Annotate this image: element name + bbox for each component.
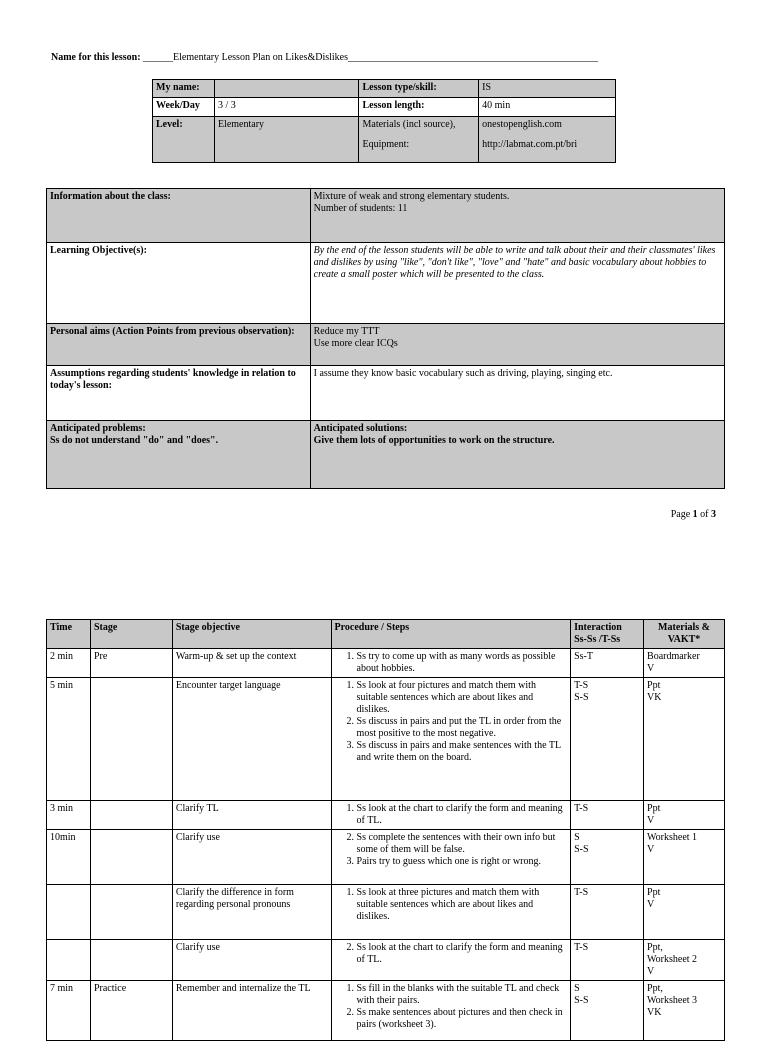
row-time: 10min <box>47 830 91 885</box>
row-interaction <box>571 981 644 1041</box>
steps-list <box>335 803 568 827</box>
class-info-value-2: Number of students: 11 <box>313 203 408 214</box>
personal-aims-label: Personal aims (Action Points from previous observation): <box>47 324 311 366</box>
row-materials-line: Boardmarker <box>647 651 700 662</box>
page-total: 3 <box>711 509 716 520</box>
step-item: 2. Ss complete the sentences with their own info but some of them will be false. <box>357 832 568 856</box>
row-steps <box>331 885 571 940</box>
row-materials-line: Ppt <box>647 887 661 898</box>
procedure-row <box>47 649 725 678</box>
procedure-row <box>47 678 725 801</box>
header-interaction <box>571 620 644 649</box>
row-materials-line: Worksheet 2 <box>647 954 698 965</box>
row-interaction-line: S <box>574 983 580 994</box>
my-name-value <box>214 80 359 98</box>
header-materials-2: VAKT* <box>667 634 701 645</box>
row-interaction-line: S <box>574 832 580 843</box>
header-interaction-2: Ss-Ss /T-Ss <box>574 634 621 645</box>
materials-label-cell <box>359 117 479 163</box>
step-item: 1. Ss look at the chart to clarify the form and meaning of TL. <box>357 803 568 827</box>
row-materials <box>644 649 725 678</box>
header-interaction-1: Interaction <box>574 622 622 633</box>
assumptions-value: I assume they know basic vocabulary such as driving, playing, singing etc. <box>310 366 724 421</box>
steps-list <box>335 651 568 675</box>
row-materials-line: Worksheet 3 <box>647 995 698 1006</box>
procedure-header-row <box>47 620 725 649</box>
row-materials-line: Ppt, <box>647 983 663 994</box>
objective-label: Learning Objective(s): <box>47 243 311 324</box>
row-objective: Clarify the difference in form regarding personal pronouns <box>172 885 331 940</box>
page-current: 1 <box>692 509 698 520</box>
procedure-row <box>47 885 725 940</box>
row-stage <box>90 940 172 981</box>
row-materials-line: V <box>647 815 655 826</box>
steps-list <box>335 942 568 966</box>
row-time <box>47 940 91 981</box>
personal-aims-value <box>310 324 724 366</box>
row-steps <box>331 649 571 678</box>
lesson-length-value: 40 min <box>479 98 616 117</box>
procedure-row <box>47 940 725 981</box>
row-interaction-line: T-S <box>574 942 589 953</box>
row-interaction-line: S-S <box>574 844 589 855</box>
row-objective: Clarify use <box>172 830 331 885</box>
row-stage: Practice <box>90 981 172 1041</box>
header-time: Time <box>47 620 91 649</box>
step-item: 1. Ss look at four pictures and match them with suitable sentences which are about likes and dislikes. <box>357 680 568 716</box>
procedure-row <box>47 981 725 1041</box>
row-materials-line: V <box>647 663 655 674</box>
materials-value-2: http://labmat.com.pt/bri <box>482 139 578 150</box>
row-steps <box>331 981 571 1041</box>
row-objective: Clarify TL <box>172 801 331 830</box>
row-interaction <box>571 885 644 940</box>
header-objective: Stage objective <box>172 620 331 649</box>
row-materials <box>644 981 725 1041</box>
row-materials-line: Ppt <box>647 803 661 814</box>
row-interaction <box>571 940 644 981</box>
row-materials-line: VK <box>647 1007 662 1018</box>
personal-aims-value-2: Use more clear ICQs <box>313 338 398 349</box>
step-item: 2. Ss discuss in pairs and put the TL in order from the most positive to the most negative. <box>357 716 568 740</box>
row-steps <box>331 940 571 981</box>
lesson-type-value: IS <box>479 80 616 98</box>
row-materials <box>644 940 725 981</box>
objective-value: By the end of the lesson students will be able to write and talk about their and their classmates' likes and dislikes by using "like", "don't like", "love" and "hate" and basic vocabulary about hobbies to create a small poster which will be presented to the class. <box>310 243 724 324</box>
header-materials-1: Materials & <box>658 622 710 633</box>
equipment-label: Equipment: <box>362 139 410 150</box>
row-objective: Clarify use <box>172 940 331 981</box>
row-materials-line: Ppt <box>647 680 661 691</box>
class-info-label: Information about the class: <box>47 189 311 243</box>
materials-value-1: onestopenglish.com <box>482 119 562 130</box>
header-procedure: Procedure / Steps <box>331 620 571 649</box>
header-materials <box>644 620 725 649</box>
row-materials <box>644 801 725 830</box>
solutions-label: Anticipated solutions: <box>313 423 408 434</box>
row-interaction-line: T-S <box>574 887 589 898</box>
page-prefix: Page <box>670 509 693 520</box>
row-materials-line: V <box>647 899 655 910</box>
row-materials <box>644 830 725 885</box>
row-interaction-line: T-S <box>574 803 589 814</box>
class-info-value <box>310 189 724 243</box>
level-value: Elementary <box>214 117 359 163</box>
row-interaction-line: T-S <box>574 680 589 691</box>
assumptions-label: Assumptions regarding students' knowledge in relation to today's lesson: <box>47 366 311 421</box>
step-item: 3. Pairs try to guess which one is right or wrong. <box>357 856 568 868</box>
steps-list <box>335 680 568 764</box>
step-item: 1. Ss try to come up with as many words as possible about hobbies. <box>357 651 568 675</box>
procedure-row <box>47 801 725 830</box>
materials-label: Materials (incl source), <box>362 119 456 130</box>
row-steps <box>331 678 571 801</box>
row-time <box>47 885 91 940</box>
row-interaction-line: Ss-T <box>574 651 593 662</box>
week-day-value: 3 / 3 <box>214 98 359 117</box>
row-interaction <box>571 801 644 830</box>
row-interaction-line: S-S <box>574 995 589 1006</box>
lesson-name-value: ______Elementary Lesson Plan on Likes&Dislikes__________________________________________________ <box>143 52 599 63</box>
lesson-length-label: Lesson length: <box>359 98 479 117</box>
lesson-type-label: Lesson type/skill: <box>359 80 479 98</box>
procedure-table <box>46 619 725 1041</box>
my-name-label: My name: <box>153 80 215 98</box>
row-materials-line: V <box>647 966 655 977</box>
row-steps <box>331 830 571 885</box>
step-item: 3. Ss discuss in pairs and make sentences with the TL and write them on the board. <box>357 740 568 764</box>
step-item: 2. Ss look at the chart to clarify the form and meaning of TL. <box>357 942 568 966</box>
page-of: of <box>697 509 711 520</box>
procedure-body <box>47 649 725 1041</box>
problems-label: Anticipated problems: <box>50 423 146 434</box>
row-stage <box>90 830 172 885</box>
row-steps <box>331 801 571 830</box>
class-info-value-1: Mixture of weak and strong elementary students. <box>313 191 510 202</box>
materials-value-cell <box>479 117 616 163</box>
level-label: Level: <box>153 117 215 163</box>
week-day-label: Week/Day <box>153 98 215 117</box>
row-time: 3 min <box>47 801 91 830</box>
solutions-cell <box>310 421 724 489</box>
row-interaction <box>571 649 644 678</box>
row-materials-line: Ppt, <box>647 942 663 953</box>
row-objective: Warm-up & set up the context <box>172 649 331 678</box>
step-item: 1. Ss fill in the blanks with the suitable TL and check with their pairs. <box>357 983 568 1007</box>
row-interaction-line: S-S <box>574 692 589 703</box>
row-interaction <box>571 678 644 801</box>
solutions-value: Give them lots of opportunities to work on the structure. <box>313 435 555 446</box>
step-item: 2. Ss make sentences about pictures and then check in pairs (worksheet 3). <box>357 1007 568 1031</box>
row-stage <box>90 885 172 940</box>
row-materials <box>644 678 725 801</box>
row-interaction <box>571 830 644 885</box>
class-info-table <box>46 188 725 489</box>
row-materials <box>644 885 725 940</box>
row-time: 5 min <box>47 678 91 801</box>
procedure-row <box>47 830 725 885</box>
lesson-name-label: Name for this lesson: <box>51 52 141 63</box>
page-number <box>671 509 716 520</box>
header-stage: Stage <box>90 620 172 649</box>
row-time: 7 min <box>47 981 91 1041</box>
problems-cell <box>47 421 311 489</box>
row-objective: Encounter target language <box>172 678 331 801</box>
steps-list <box>335 832 568 868</box>
row-materials-line: Worksheet 1 <box>647 832 698 843</box>
steps-list <box>335 887 568 923</box>
row-stage <box>90 801 172 830</box>
row-materials-line: V <box>647 844 655 855</box>
row-objective: Remember and internalize the TL <box>172 981 331 1041</box>
lesson-info-table <box>152 79 616 163</box>
row-materials-line: VK <box>647 692 662 703</box>
problems-value: Ss do not understand "do" and "does". <box>50 435 219 446</box>
step-item: 1. Ss look at three pictures and match them with suitable sentences which are about likes and dislikes. <box>357 887 568 923</box>
row-stage: Pre <box>90 649 172 678</box>
personal-aims-value-1: Reduce my TTT <box>313 326 380 337</box>
row-stage <box>90 678 172 801</box>
lesson-name-line <box>51 52 691 63</box>
row-time: 2 min <box>47 649 91 678</box>
